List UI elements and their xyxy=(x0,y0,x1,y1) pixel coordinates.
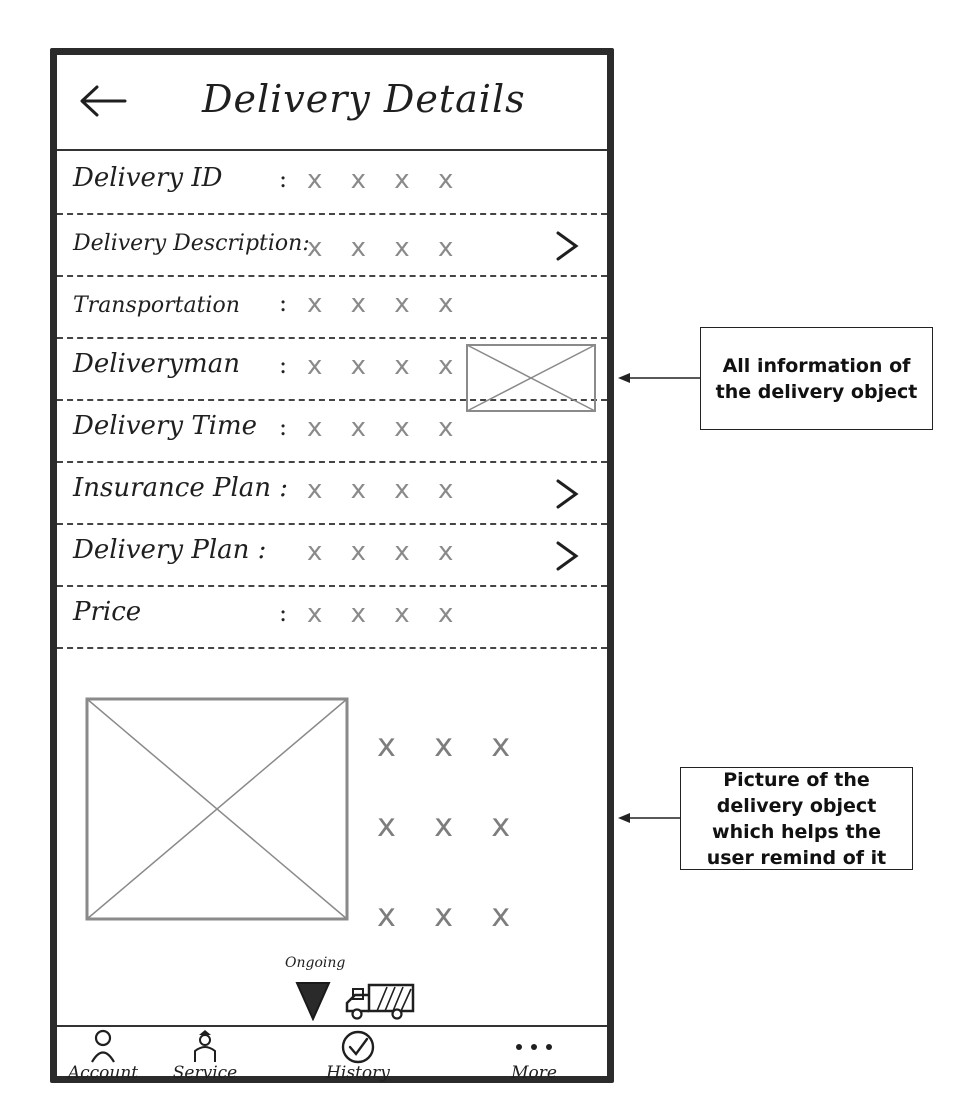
annotation-arrow xyxy=(616,370,702,386)
account-icon xyxy=(89,1029,117,1063)
object-values xyxy=(377,705,537,955)
row-delivery-time xyxy=(57,401,607,463)
row-colon: : xyxy=(279,351,288,379)
tab-label: History xyxy=(326,1063,390,1083)
phone-frame xyxy=(50,48,614,1083)
annotation-text: All information of the delivery object xyxy=(715,354,918,403)
chevron-right-icon[interactable] xyxy=(555,229,579,263)
row-transportation xyxy=(57,277,607,339)
delivery-object-picture xyxy=(83,695,351,923)
row-price xyxy=(57,587,607,649)
more-dots-icon xyxy=(513,1041,555,1053)
row-colon: : xyxy=(279,165,288,193)
tab-history[interactable] xyxy=(313,1027,403,1085)
row-colon: : xyxy=(279,413,288,441)
delivery-truck-icon xyxy=(343,981,417,1021)
row-value: x x x x xyxy=(307,351,464,381)
page-title: Delivery Details xyxy=(202,77,526,121)
bottom-tab-bar xyxy=(57,1025,607,1083)
row-label: Price xyxy=(73,597,142,627)
row-label: Deliveryman xyxy=(73,349,240,379)
row-value: x x x x xyxy=(307,413,464,443)
service-icon xyxy=(189,1027,221,1063)
row-label: Delivery Plan : xyxy=(73,535,267,565)
status-marker-icon xyxy=(293,979,333,1021)
row-value: x x x x xyxy=(307,233,464,263)
row-label: Transportation xyxy=(73,293,240,318)
object-value: x x x xyxy=(377,806,525,844)
app-header xyxy=(57,55,607,151)
chevron-right-icon[interactable] xyxy=(555,539,579,573)
history-check-icon xyxy=(340,1029,376,1065)
back-arrow-icon[interactable] xyxy=(77,81,129,121)
status-label: Ongoing xyxy=(285,955,346,971)
row-label: Delivery Description: xyxy=(73,231,310,256)
details-list xyxy=(57,153,607,649)
tab-more[interactable] xyxy=(489,1027,579,1085)
tab-label: Service xyxy=(172,1063,238,1083)
chevron-right-icon[interactable] xyxy=(555,477,579,511)
row-delivery-description[interactable] xyxy=(57,215,607,277)
row-colon: : xyxy=(279,289,288,317)
annotation-picture-box xyxy=(680,767,913,870)
tab-service[interactable] xyxy=(165,1027,245,1085)
tab-account[interactable] xyxy=(63,1027,143,1085)
row-label: Delivery ID xyxy=(73,163,223,193)
delivery-status xyxy=(277,955,427,1025)
object-value: x x x xyxy=(377,726,525,764)
row-insurance-plan[interactable] xyxy=(57,463,607,525)
tab-label: Account xyxy=(67,1063,139,1083)
row-value: x x x x xyxy=(307,289,464,319)
row-value: x x x x xyxy=(307,599,464,629)
row-value: x x x x xyxy=(307,537,464,567)
tab-label: More xyxy=(511,1063,557,1083)
annotation-arrow xyxy=(616,810,682,826)
row-delivery-plan[interactable] xyxy=(57,525,607,587)
object-value: x x x xyxy=(377,896,525,934)
annotation-info-box xyxy=(700,327,933,430)
annotation-text: Picture of the delivery object which helps the user remind of it xyxy=(706,768,887,869)
row-label: Delivery Time xyxy=(73,411,258,441)
row-label: Insurance Plan : xyxy=(73,473,289,503)
row-value: x x x x xyxy=(307,475,464,505)
row-value: x x x x xyxy=(307,165,464,195)
row-colon: : xyxy=(279,599,288,627)
row-deliveryman xyxy=(57,339,607,401)
row-delivery-id xyxy=(57,153,607,215)
